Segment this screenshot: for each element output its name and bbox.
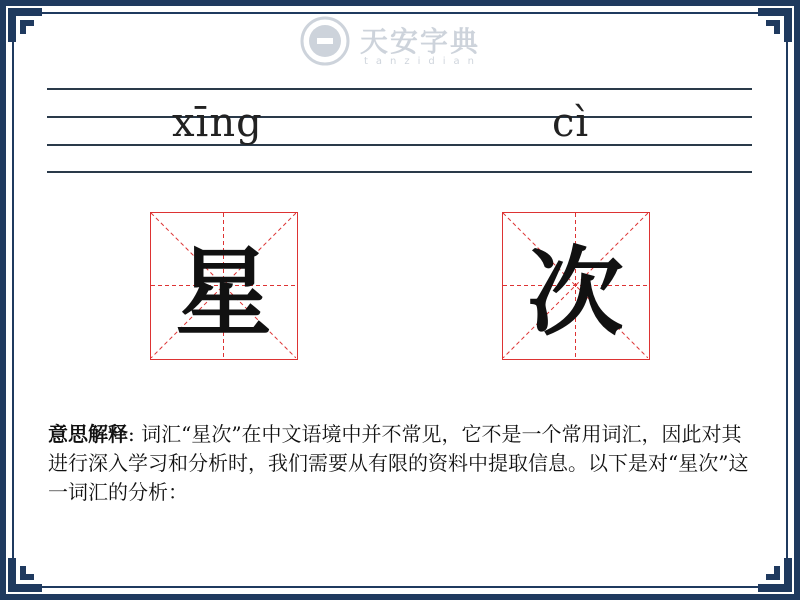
- staff-line: [47, 88, 752, 90]
- logo-icon: [300, 16, 350, 66]
- corner-ornament-icon: [754, 6, 794, 46]
- character-grid: [150, 212, 298, 360]
- watermark: [300, 14, 500, 74]
- explanation-text: 词汇“星次”在中文语境中并不常见，它不是一个常用词汇，因此对其进行深入学习和分析时，我们需要从有限的资料中提取信息。以下是对“星次”这一词汇的分析：: [48, 422, 749, 504]
- staff-line: [47, 144, 752, 146]
- staff-line: [47, 116, 752, 118]
- explanation-separator: :: [128, 422, 142, 446]
- pinyin-syllable: cì: [552, 100, 590, 146]
- corner-ornament-icon: [6, 554, 46, 594]
- pinyin-staff: [47, 88, 752, 173]
- watermark-subtitle: tanzidian: [364, 56, 483, 67]
- corner-ornament-icon: [6, 6, 46, 46]
- watermark-title: 天安字典: [360, 25, 481, 58]
- pinyin-syllable: xīng: [172, 100, 263, 146]
- staff-line: [47, 171, 752, 173]
- hanzi-character: 次: [527, 237, 624, 349]
- hanzi-character: 星: [175, 237, 272, 349]
- character-grid: [502, 212, 650, 360]
- explanation-label: 意思解释: [48, 422, 128, 446]
- explanation-paragraph: [48, 420, 756, 507]
- corner-ornament-icon: [754, 554, 794, 594]
